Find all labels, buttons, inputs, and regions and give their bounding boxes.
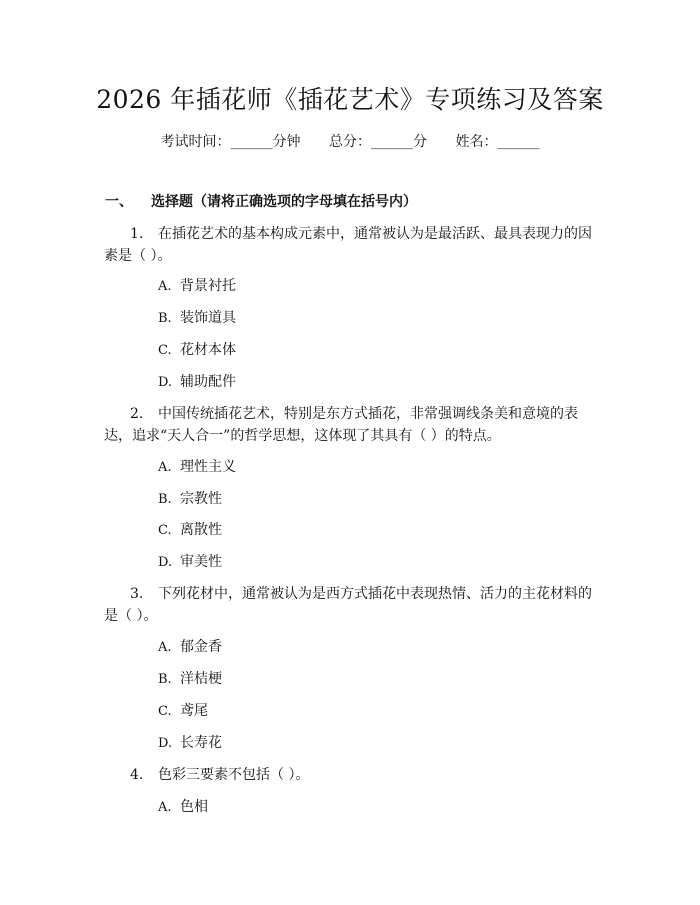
- option-text: 色相: [180, 799, 208, 815]
- exam-time-field: 考试时间：______分钟: [160, 134, 301, 150]
- question-text: 在插花艺术的基本构成元素中，通常被认为是最活跃、最具表现力的因素是（ ）。: [104, 226, 592, 264]
- option-text: 离散性: [180, 522, 222, 538]
- question-1-option-b: [158, 307, 236, 327]
- question-3-option-b: [158, 668, 222, 688]
- option-letter: D.: [158, 736, 173, 751]
- option-text: 装饰道具: [180, 310, 236, 326]
- option-letter: B.: [158, 492, 172, 507]
- option-text: 辅助配件: [180, 374, 236, 390]
- total-score-field: 总分：______分: [329, 134, 427, 150]
- question-1: [104, 223, 600, 267]
- question-2-option-b: [158, 488, 222, 508]
- option-text: 长寿花: [180, 735, 222, 751]
- question-1-option-a: [158, 275, 236, 295]
- question-2-option-c: [158, 519, 222, 539]
- option-letter: A.: [158, 800, 172, 815]
- question-text: 中国传统插花艺术，特别是东方式插花，非常强调线条美和意境的表达，追求“天人合一”的哲学思想，这体现了其具有（ ）的特点。: [104, 406, 578, 444]
- option-text: 郁金香: [180, 639, 222, 655]
- question-3-option-a: [158, 636, 222, 656]
- section-heading: [105, 191, 417, 211]
- question-2-option-a: [158, 456, 236, 476]
- option-text: 理性主义: [180, 459, 236, 475]
- question-3: [104, 583, 600, 627]
- option-text: 审美性: [180, 554, 222, 570]
- question-1-option-d: [158, 371, 236, 391]
- question-number: 4.: [130, 767, 144, 783]
- section-title: 选择题（请将正确选项的字母填在括号内）: [151, 194, 417, 210]
- question-3-option-d: [158, 732, 222, 752]
- option-letter: C.: [158, 704, 172, 719]
- option-text: 鸢尾: [180, 703, 208, 719]
- question-2-option-d: [158, 551, 222, 571]
- option-text: 花材本体: [180, 342, 236, 358]
- option-letter: C.: [158, 523, 172, 538]
- question-4: [104, 764, 600, 786]
- option-letter: B.: [158, 311, 172, 326]
- question-number: 2.: [130, 406, 144, 422]
- option-letter: A.: [158, 640, 172, 655]
- option-letter: A.: [158, 460, 172, 475]
- section-number: 一、: [105, 194, 133, 210]
- question-number: 3.: [130, 586, 144, 602]
- question-1-option-c: [158, 339, 236, 359]
- option-letter: D.: [158, 555, 173, 570]
- page-title: 2026 年插花师《插花艺术》专项练习及答案: [96, 85, 604, 114]
- option-text: 宗教性: [180, 491, 222, 507]
- question-3-option-c: [158, 700, 208, 720]
- question-number: 1.: [130, 226, 144, 242]
- option-letter: A.: [158, 279, 172, 294]
- question-text: 色彩三要素不包括（ ）。: [158, 767, 310, 783]
- question-4-option-a: [158, 796, 208, 816]
- option-letter: B.: [158, 672, 172, 687]
- option-text: 洋桔梗: [180, 671, 222, 687]
- option-text: 背景衬托: [180, 278, 236, 294]
- option-letter: C.: [158, 343, 172, 358]
- student-name-field: 姓名：______: [455, 134, 540, 150]
- question-2: [104, 403, 600, 447]
- option-letter: D.: [158, 375, 173, 390]
- question-text: 下列花材中，通常被认为是西方式插花中表现热情、活力的主花材料的是（ ）。: [104, 586, 592, 624]
- exam-meta: [0, 131, 700, 151]
